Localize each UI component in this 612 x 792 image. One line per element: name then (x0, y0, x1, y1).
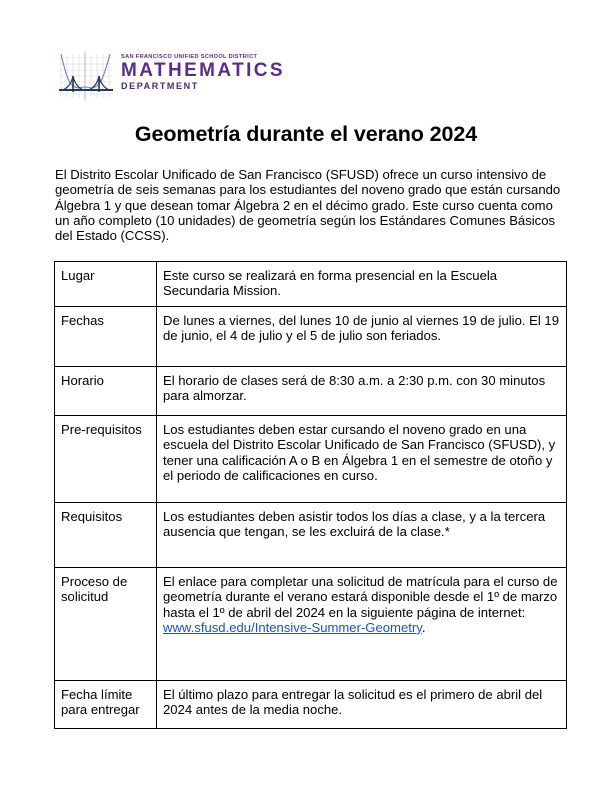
row-value-text-end: . (421, 619, 426, 635)
row-label: Fechas (55, 307, 157, 367)
table-row-lugar (55, 262, 567, 307)
row-label: Horario (55, 367, 157, 416)
graph-bridge-icon (57, 50, 115, 102)
row-value: Este curso se realizará en forma presencial en la Escuela Secundaria Mission. (157, 262, 567, 307)
row-value: El horario de clases será de 8:30 a.m. a 2:30 p.m. con 30 minutos para almorzar. (157, 367, 567, 416)
row-label: Requisitos (55, 503, 157, 568)
row-value (157, 568, 567, 681)
table-row-proceso-solicitud (55, 568, 567, 681)
row-value: Los estudiantes deben estar cursando el noveno grado en una escuela del Distrito Escolar Unificado de San Francisco (SFUSD), y tener una calificación A o B en Álgebra 1 en el semestre de otoño y el periodo de calificaciones en curso. (157, 416, 567, 503)
row-label: Fecha límite para entregar (55, 681, 157, 729)
row-value: De lunes a viernes, del lunes 10 de junio al viernes 19 de julio. El 19 de junio, el 4 de julio y el 5 de julio son feriados. (157, 307, 567, 367)
application-link[interactable]: www.sfusd.edu/Intensive-Summer-Geometry (163, 619, 422, 635)
row-value: Los estudiantes deben asistir todos los días a clase, y a la tercera ausencia que tengan, se les excluirá de la clase.* (157, 503, 567, 568)
row-label: Lugar (55, 262, 157, 307)
table-row-horario (55, 367, 567, 416)
row-value-text: El enlace para completar una solicitud de matrícula para el curso de geometría durante el verano estará disponible desde el 1º de marzo hasta el 1º de abril del 2024 en la siguiente página de internet: (163, 574, 558, 620)
mathematics-department-logo (57, 50, 297, 106)
logo-subtitle: DEPARTMENT (121, 81, 199, 91)
row-label: Pre-requisitos (55, 416, 157, 503)
logo-district-name: SAN FRANCISCO UNIFIED SCHOOL DISTRICT (121, 54, 258, 60)
course-info-table (54, 261, 567, 729)
page-title: Geometría durante el verano 2024 (134, 122, 478, 146)
intro-paragraph: El Distrito Escolar Unificado de San Francisco (SFUSD) ofrece un curso intensivo de geometría de seis semanas para los estudiantes del noveno grado que están cursando Álgebra 1 y que desean tomar Álgebra 2 en el décimo grado. Este curso cuenta como un año completo (10 unidades) de geometría según los Estándares Comunes Básicos del Estado (CCSS). (55, 167, 561, 244)
logo-title: MATHEMATICS (121, 60, 285, 81)
row-value: El último plazo para entregar la solicitud es el primero de abril del 2024 antes de la media noche. (157, 681, 567, 729)
table-row-fechas (55, 307, 567, 367)
table-row-fecha-limite (55, 681, 567, 729)
table-row-prerequisitos (55, 416, 567, 503)
row-label: Proceso de solicitud (55, 568, 157, 681)
table-row-requisitos (55, 503, 567, 568)
